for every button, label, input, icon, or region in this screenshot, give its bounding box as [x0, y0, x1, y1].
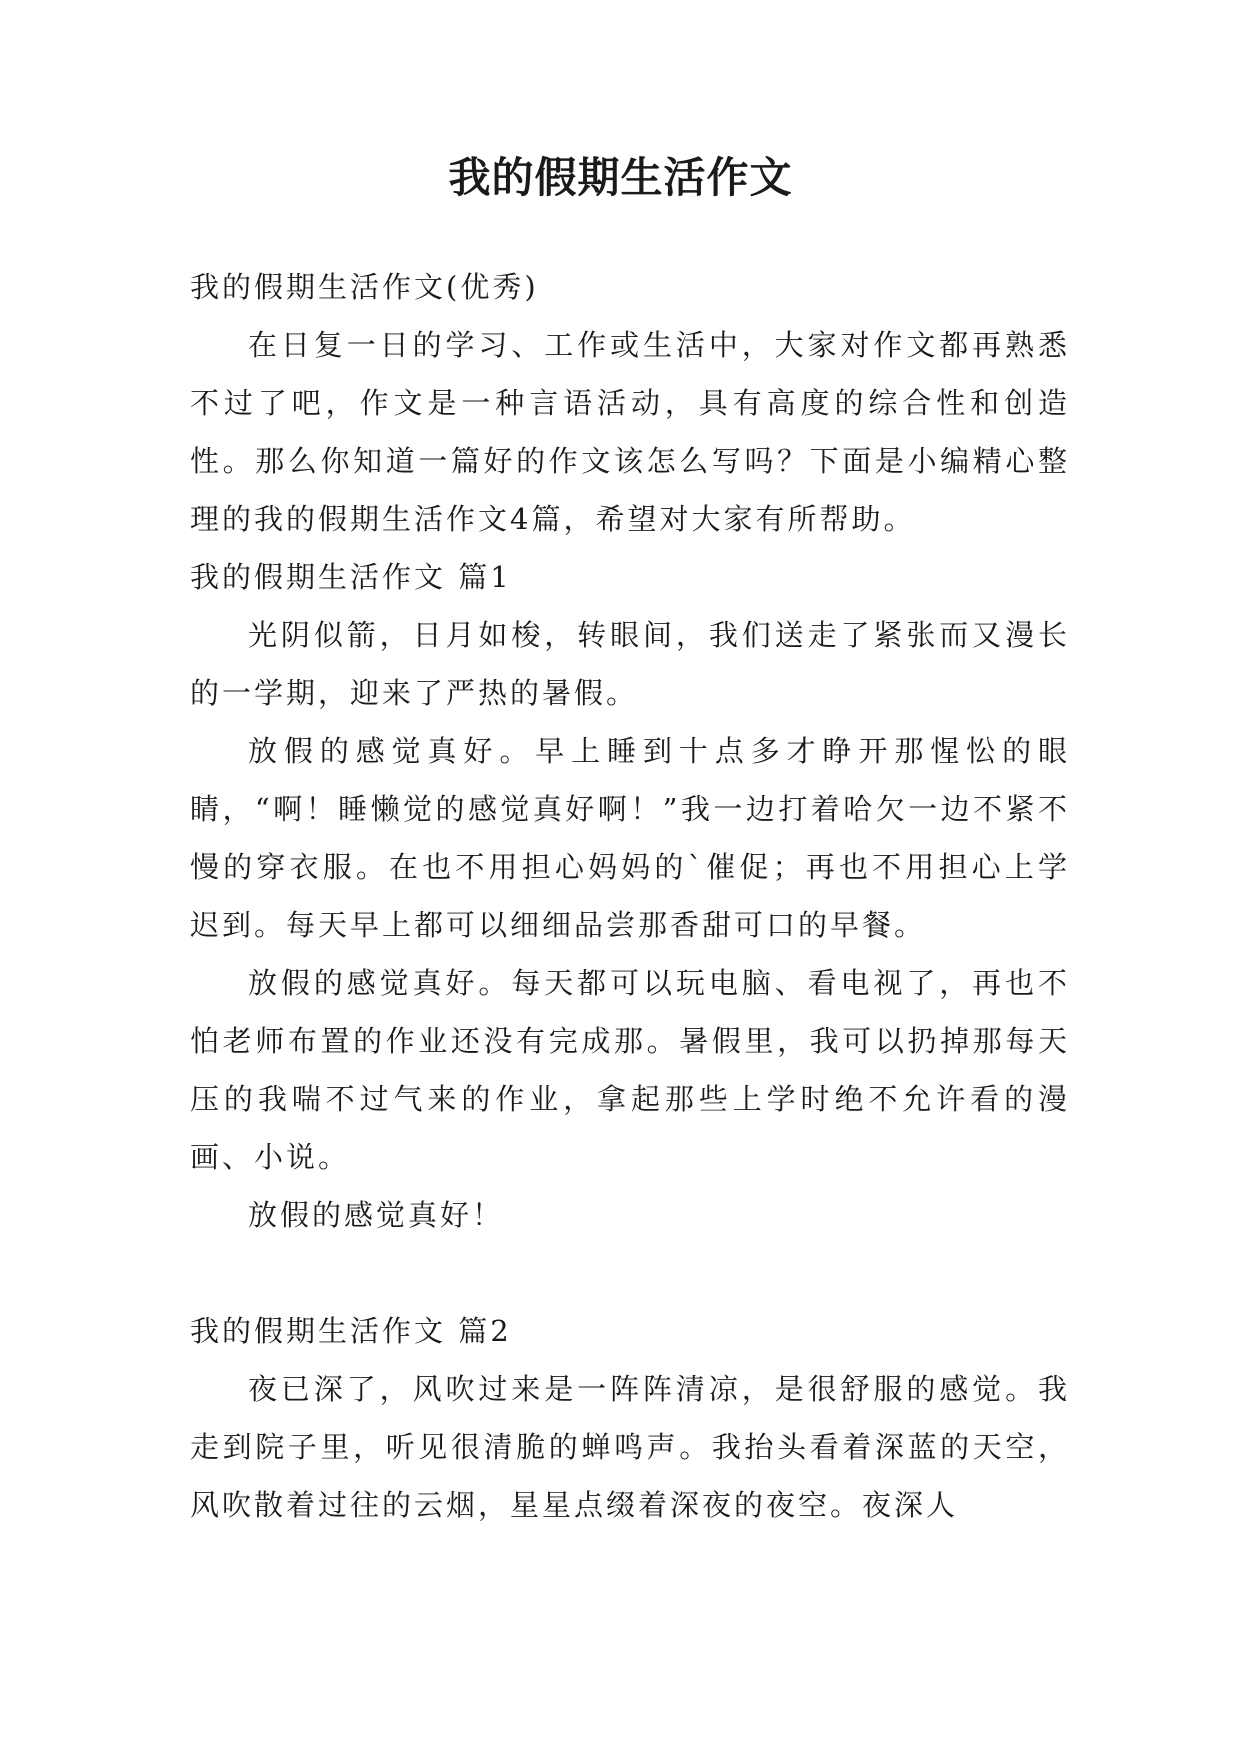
- section-1-paragraph-2: 放假的感觉真好。早上睡到十点多才睁开那惺忪的眼睛，“啊！睡懒觉的感觉真好啊！”我一边打着哈欠一边不紧不慢的穿衣服。在也不用担心妈妈的`催促；再也不用担心上学迟到。每天早上都可以细细品尝那香甜可口的早餐。: [190, 734, 1070, 942]
- section-heading-1: 我的假期生活作文 篇1: [190, 560, 512, 594]
- section-1-paragraph-3: 放假的感觉真好。每天都可以玩电脑、看电视了，再也不怕老师布置的作业还没有完成那。暑假里，我可以扔掉那每天压的我喘不过气来的作业，拿起那些上学时绝不允许看的漫画、小说。: [190, 966, 1070, 1174]
- document-body: [190, 258, 1070, 1534]
- section-1-paragraph-4: 放假的感觉真好！: [248, 1198, 505, 1232]
- document-subtitle: 我的假期生活作文(优秀): [190, 270, 539, 304]
- document-title: 我的假期生活作文: [448, 153, 793, 202]
- section-2-paragraph-1: 夜已深了，风吹过来是一阵阵清凉，是很舒服的感觉。我走到院子里，听见很清脆的蝉鸣声。我抬头看着深蓝的天空，风吹散着过往的云烟，星星点缀着深夜的夜空。夜深人: [190, 1372, 1070, 1522]
- section-1-paragraph-1: 光阴似箭，日月如梭，转眼间，我们送走了紧张而又漫长的一学期，迎来了严热的暑假。: [190, 618, 1070, 710]
- intro-paragraph: 在日复一日的学习、工作或生活中，大家对作文都再熟悉不过了吧，作文是一种言语活动，具有高度的综合性和创造性。那么你知道一篇好的作文该怎么写吗？下面是小编精心整理的我的假期生活作文4篇，希望对大家有所帮助。: [190, 328, 1070, 536]
- section-heading-2: 我的假期生活作文 篇2: [190, 1314, 512, 1348]
- section-spacer: [190, 1244, 1070, 1302]
